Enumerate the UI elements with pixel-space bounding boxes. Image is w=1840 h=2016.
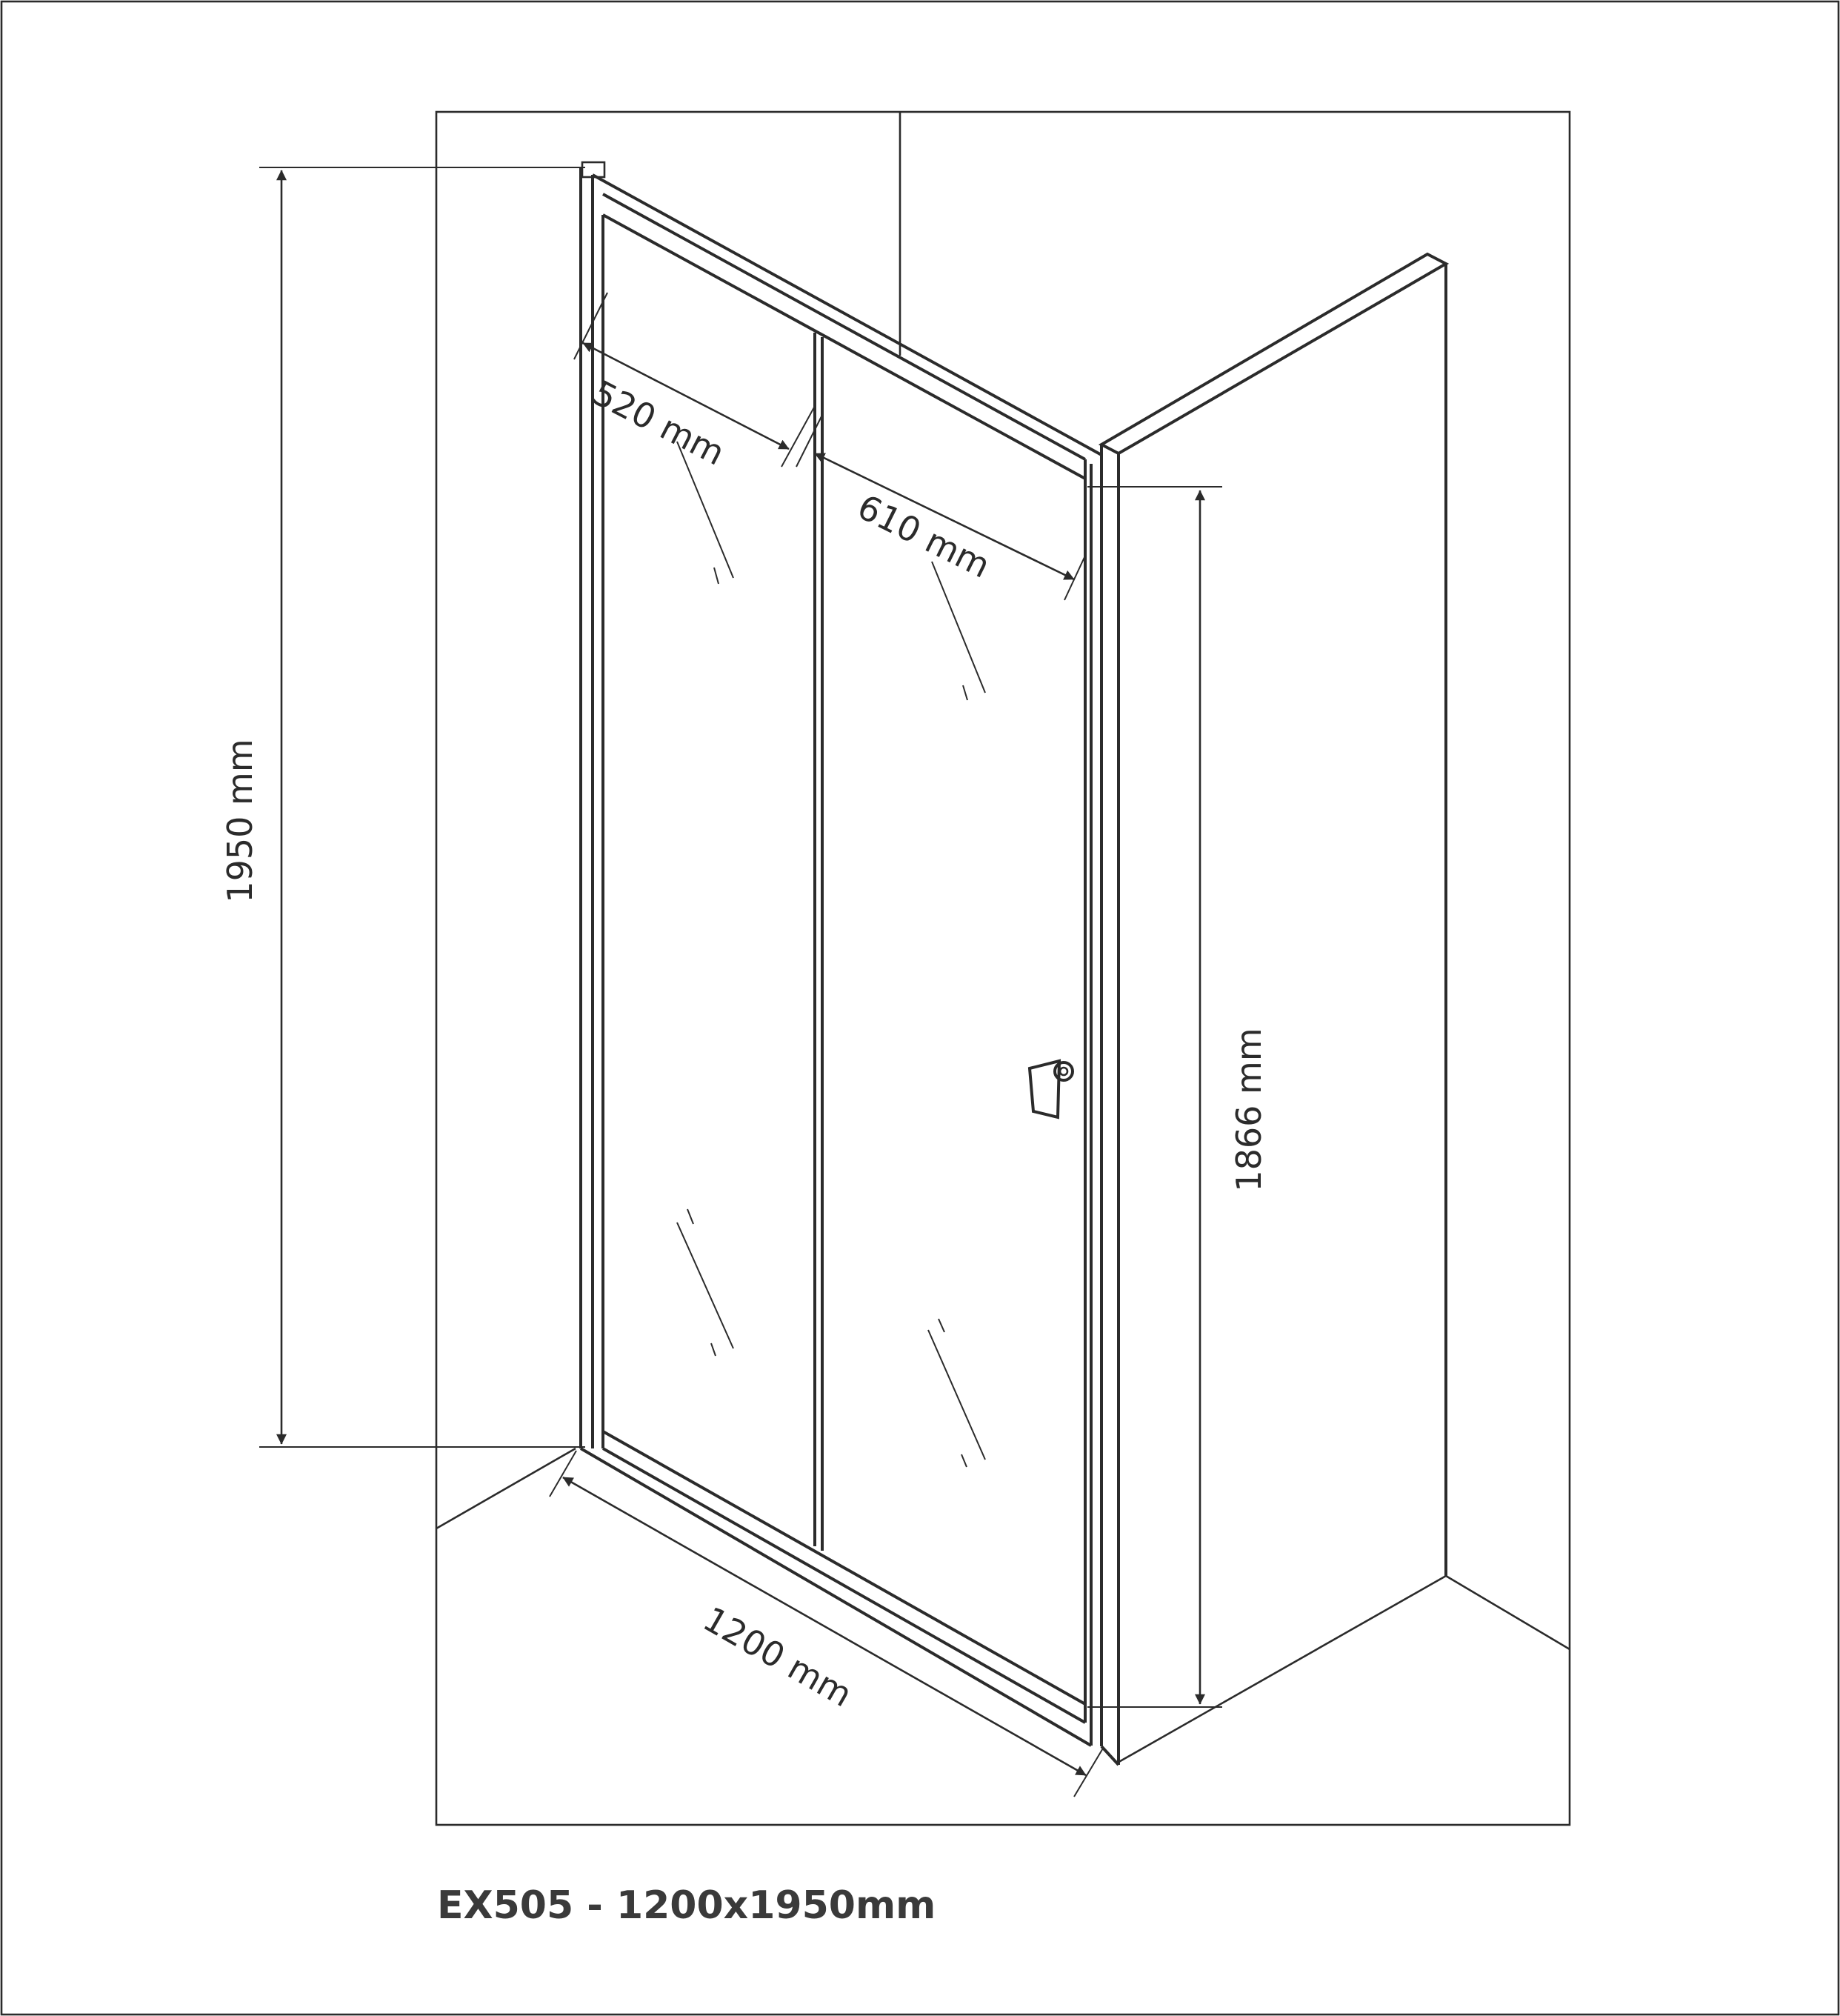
label-width-right-panel: 610 mm: [851, 486, 997, 586]
dimension-width-total: [550, 1451, 1104, 1797]
door-handle-icon: [1030, 1061, 1073, 1117]
page-border: [1, 1, 1839, 2015]
model-caption: EX505 - 1200x1950mm: [437, 1883, 936, 1928]
label-height-door: 1866 mm: [1229, 1028, 1269, 1192]
label-height-total: 1950 mm: [220, 739, 260, 903]
room-outline: [436, 112, 1570, 1825]
dimension-height-door: [1087, 487, 1222, 1707]
dimension-height-total: [259, 167, 585, 1447]
label-width-total: 1200 mm: [696, 1598, 859, 1715]
side-wall: [1101, 254, 1446, 1765]
dimension-width-right-panel: [796, 415, 1085, 600]
glass-reflections: [677, 442, 985, 1467]
label-width-left-panel: 520 mm: [586, 372, 732, 473]
